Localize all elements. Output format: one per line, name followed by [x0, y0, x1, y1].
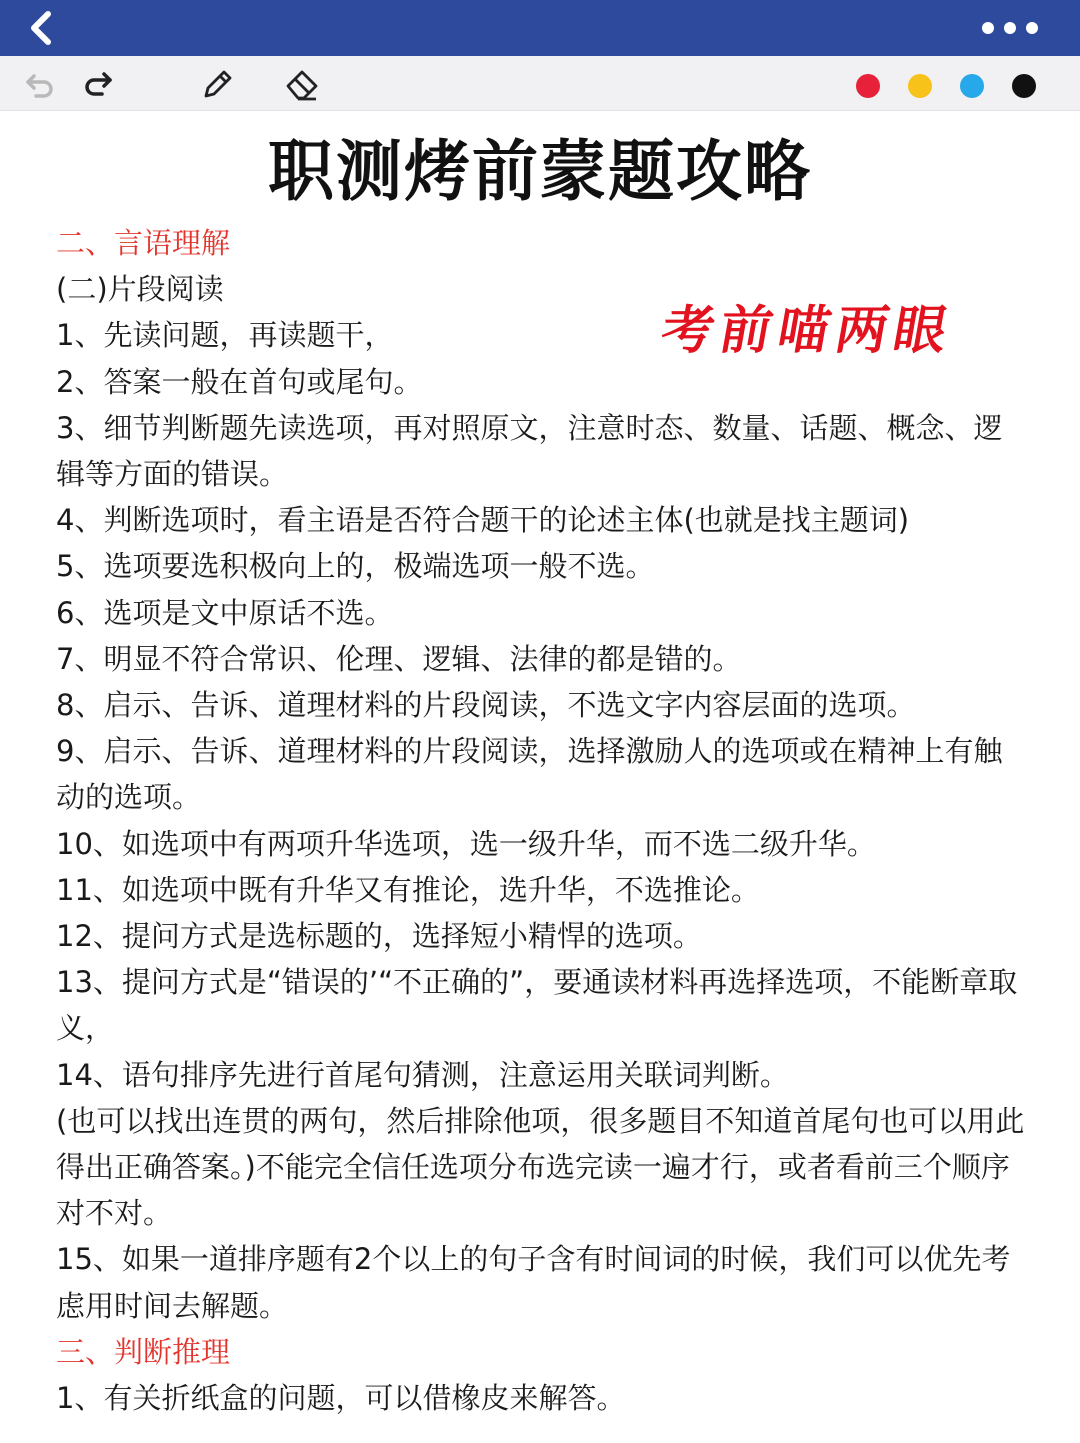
list-item: 1、先读问题，再读题干， [56, 318, 394, 353]
list-item: 9、启示、告诉、道理材料的片段阅读，选择激励人的选项或在精神上有触动的选项。 [56, 734, 1003, 815]
section-heading: 三、判断推理 [56, 1334, 231, 1369]
color-blue-swatch[interactable] [960, 74, 984, 98]
list-item: 6、选项是文中原话不选。 [56, 595, 394, 630]
color-red-swatch[interactable] [856, 74, 880, 98]
list-item: 7、明显不符合常识、伦理、逻辑、法律的都是错的。 [56, 641, 742, 676]
color-black-swatch[interactable] [1012, 74, 1036, 98]
list-item: 4、判断选项时，看主语是否符合题干的论述主体(也就是找主题词) [56, 503, 910, 538]
pencil-icon[interactable] [198, 66, 234, 102]
section-heading: 二、言语理解 [56, 226, 231, 260]
list-item: 1、有关折纸盒的问题，可以借橡皮来解答。 [56, 1381, 626, 1416]
list-item: 14、语句排序先进行首尾句猜测，注意运用关联词判断。 [56, 1057, 789, 1092]
stamp-text: 考前喵两眼 [656, 300, 958, 361]
note-content [56, 220, 1031, 1421]
page-title: 职测烤前蒙题攻略 [268, 133, 812, 210]
list-item: 8、启示、告诉、道理材料的片段阅读，不选文字内容层面的选项。 [56, 688, 916, 723]
back-icon[interactable] [22, 8, 62, 48]
redo-icon[interactable] [80, 66, 116, 102]
list-item: 15、如果一道排序题有2个以上的句子含有时间词的时候，我们可以优先考虑用时间去解题。 [56, 1242, 1011, 1323]
subsection-heading: (二)片段阅读 [56, 272, 224, 307]
list-item: (也可以找出连贯的两句，然后排除他项，很多题目不知道首尾句也可以用此得出正确答案。)不能完全信任选项分布选完读一遍才行，或者看前三个顺序对不对。 [56, 1103, 1025, 1231]
list-item: 10、如选项中有两项升华选项，选一级升华，而不选二级升华。 [56, 826, 876, 861]
color-yellow-swatch[interactable] [908, 74, 932, 98]
list-item: 5、选项要选积极向上的，极端选项一般不选。 [56, 549, 655, 584]
top-app-bar [0, 0, 1080, 56]
undo-icon[interactable] [22, 66, 58, 102]
list-item: 12、提问方式是选标题的，选择短小精悍的选项。 [56, 919, 702, 954]
more-icon[interactable] [980, 14, 1044, 42]
list-item: 11、如选项中既有升华又有推论，选升华，不选推论。 [56, 872, 760, 907]
list-item: 13、提问方式是“错误的’“不正确的”，要通读材料再选择选项，不能断章取义， [56, 965, 1018, 1046]
list-item: 3、细节判断题先读选项，再对照原文，注意时态、数量、话题、概念、逻辑等方面的错误。 [56, 410, 1003, 492]
list-item: 2、答案一般在首句或尾句。 [56, 364, 423, 399]
eraser-icon[interactable] [284, 66, 320, 102]
